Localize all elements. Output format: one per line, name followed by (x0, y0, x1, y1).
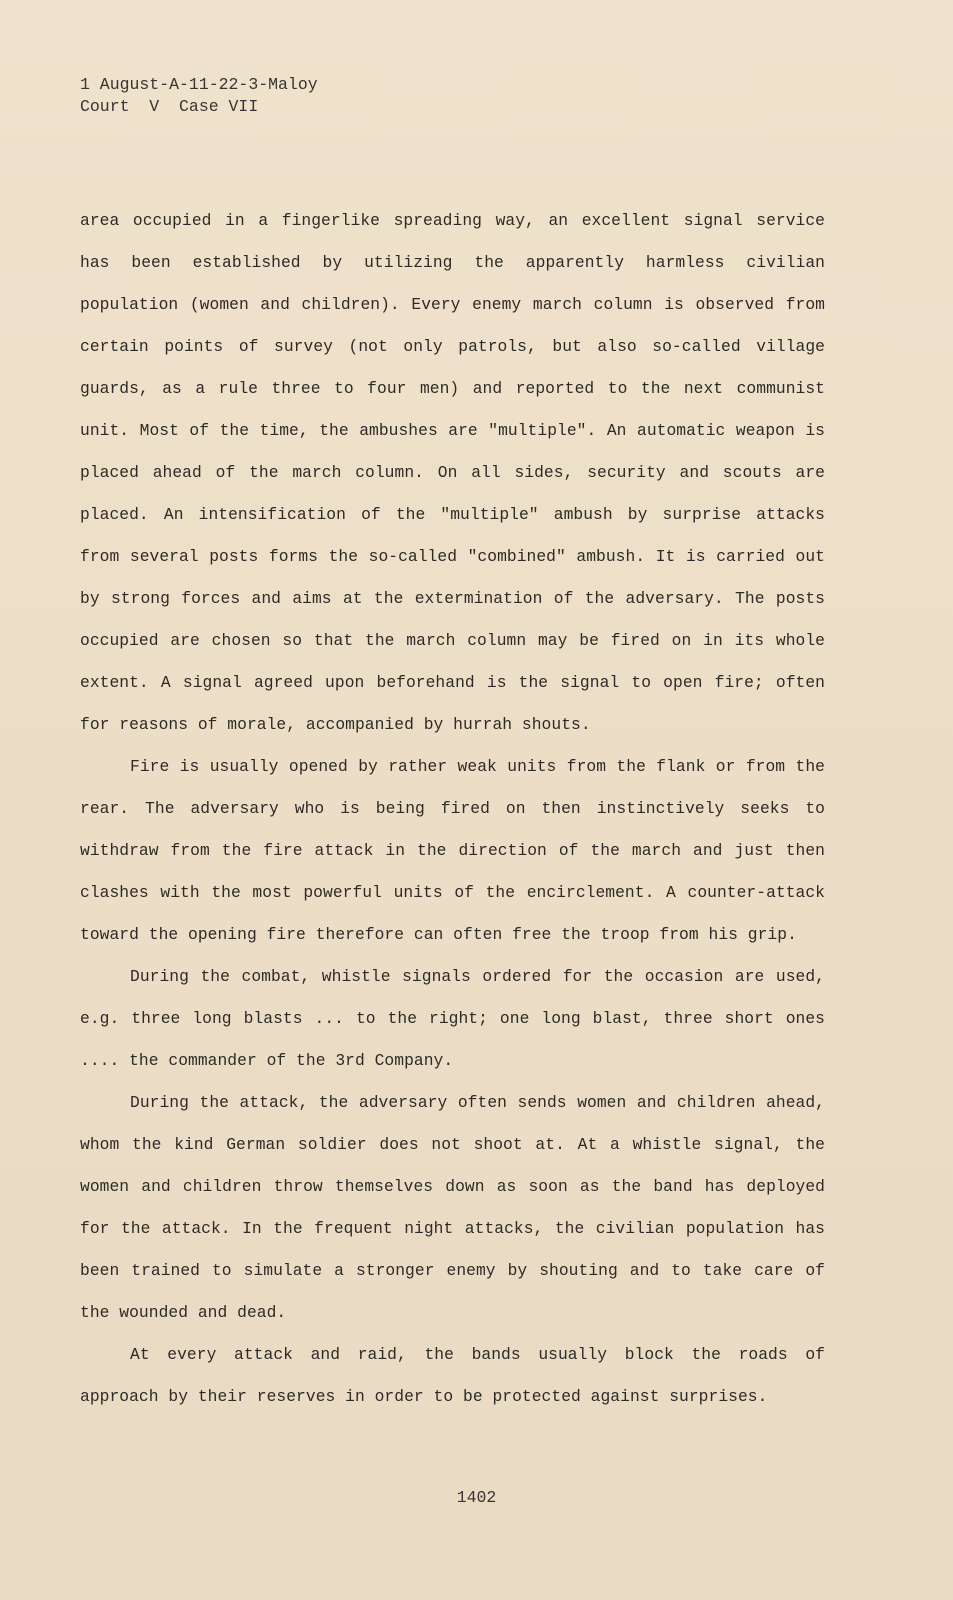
paragraph-5: At every attack and raid, the bands usually block the roads of approach by their reserves in order to be protected against surprises. (80, 1345, 825, 1406)
page-number: 1402 (456, 1488, 497, 1507)
paragraph-2: Fire is usually opened by rather weak units from the flank or from the rear. The adversary who is being fired on then instinctively seeks to withdraw from the fire attack in the direction of the march and just then clashes with the most powerful units of the encirclement. A counter-attack toward the opening fire therefore can often free the troop from his grip. (80, 757, 825, 944)
document-body (80, 200, 825, 1418)
header-reference-line: 1 August-A-11-22-3-Maloy (80, 75, 318, 94)
paragraph-1: area occupied in a fingerlike spreading way, an excellent signal service has been established by utilizing the apparently harmless civilian population (women and children). Every enemy march column is observed from certain points of survey (not only patrols, but also so-called village guards, as a rule three to four men) and reported to the next communist unit. Most of the time, the ambushes are "multiple". An automatic weapon is placed ahead of the march column. On all sides, security and scouts are placed. An intensification of the "multiple" ambush by surprise attacks from several posts forms the so-called "combined" ambush. It is carried out by strong forces and aims at the extermination of the adversary. The posts occupied are chosen so that the march column may be fired on in its whole extent. A signal agreed upon beforehand is the signal to open fire; often for reasons of morale, accompanied by hurrah shouts. (80, 211, 825, 734)
document-header (80, 74, 318, 118)
paragraph-3: During the combat, whistle signals ordered for the occasion are used, e.g. three long blasts ... to the right; one long blast, three short ones .... the commander of the 3rd Company. (80, 967, 825, 1070)
header-court-case-line: Court V Case VII (80, 97, 259, 116)
paragraph-4: During the attack, the adversary often sends women and children ahead, whom the kind German soldier does not shoot at. At a whistle signal, the women and children throw themselves down as soon as the band has deployed for the attack. In the frequent night attacks, the civilian population has been trained to simulate a stronger enemy by shouting and to take care of the wounded and dead. (80, 1093, 825, 1322)
